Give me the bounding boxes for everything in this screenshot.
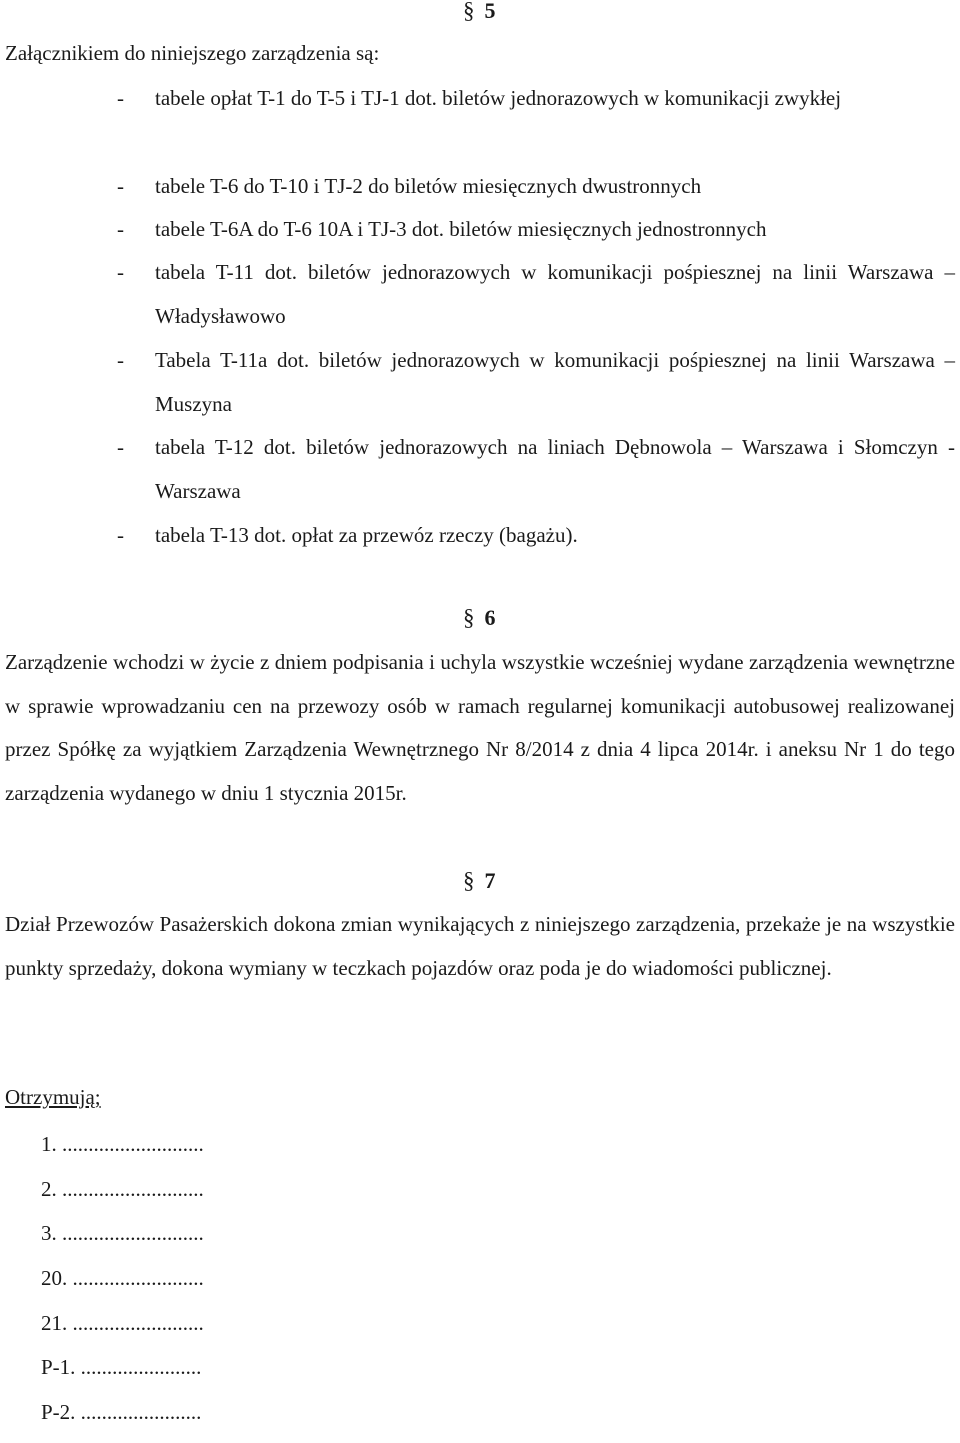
section-number: 5 (484, 0, 496, 23)
receiver-item: 21. ......................... (41, 1310, 204, 1335)
section-7-paragraph: Dział Przewozów Pasażerskich dokona zmian wynikających z niniejszego zarządzenia, przekaże je na wszystkie punkty sprzedaży, dokona wymiany w teczkach pojazdów oraz poda je do wiadomości publicznej. (5, 912, 955, 980)
receiver-item: 20. ......................... (41, 1266, 204, 1291)
section-symbol: § (463, 605, 475, 630)
attachment-text: tabele T-6 do T-10 i TJ-2 do biletów miesięcznych dwustronnych (155, 174, 702, 198)
attachment-text: tabele opłat T-1 do T-5 i TJ-1 dot. biletów jednorazowych w komunikacji zwykłej (155, 86, 842, 110)
receivers-title: Otrzymują; (5, 1085, 101, 1109)
list-dash: - (117, 86, 124, 110)
intro-text: Załącznikiem do niniejszego zarządzenia są: (5, 41, 380, 65)
receiver-item: 1. ........................... (41, 1132, 204, 1156)
attachment-item (117, 250, 957, 338)
section-number: 6 (484, 605, 496, 630)
list-dash: - (117, 174, 124, 198)
section-5-heading (463, 0, 496, 24)
attachment-text: Tabela T-11a dot. biletów jednorazowych w komunikacji pośpiesznej na linii Warszawa – Muszyna (155, 348, 955, 416)
list-dash: - (117, 217, 124, 241)
attachment-item (117, 338, 957, 426)
list-dash: - (117, 435, 124, 459)
list-dash: - (117, 260, 124, 284)
section-6-heading (463, 605, 496, 631)
attachment-text: tabela T-13 dot. opłat za przewóz rzeczy (bagażu). (155, 523, 578, 547)
attachment-item (117, 513, 957, 557)
section-number: 7 (484, 868, 496, 893)
attachment-text: tabela T-12 dot. biletów jednorazowych na liniach Dębnowola – Warszawa i Słomczyn - Warszawa (155, 435, 955, 503)
attachment-item (117, 164, 957, 208)
attachment-item (117, 76, 957, 120)
attachment-text: tabele T-6A do T-6 10A i TJ-3 dot. biletów miesięcznych jednostronnych (155, 217, 767, 241)
section-6-paragraph: Zarządzenie wchodzi w życie z dniem podpisania i uchyla wszystkie wcześniej wydane zarządzenia wewnętrzne w sprawie wprowadzaniu cen na przewozy osób w ramach regularnej komunikacji autobusowej realizowanej przez Spółkę za wyjątkiem Zarządzenia Wewnętrznego Nr 8/2014 z dnia 4 lipca 2014r. i aneksu Nr 1 do tego zarządzenia wydanego w dniu 1 stycznia 2015r. (5, 650, 955, 805)
receiver-item: P-1. ....................... (41, 1355, 202, 1380)
section-symbol: § (463, 868, 475, 893)
section-symbol: § (463, 0, 475, 23)
receiver-item: P-2. ....................... (41, 1400, 202, 1425)
attachment-item (117, 425, 957, 513)
attachment-text: tabela T-11 dot. biletów jednorazowych w komunikacji pośpiesznej na linii Warszawa – Władysławowo (155, 260, 955, 328)
receiver-item: 3. ........................... (41, 1221, 204, 1246)
attachment-item (117, 207, 957, 251)
section-7-heading (463, 868, 496, 894)
receiver-item: 2. ........................... (41, 1176, 204, 1201)
list-dash: - (117, 523, 124, 547)
list-dash: - (117, 348, 124, 372)
receiver-list (41, 1130, 204, 1443)
